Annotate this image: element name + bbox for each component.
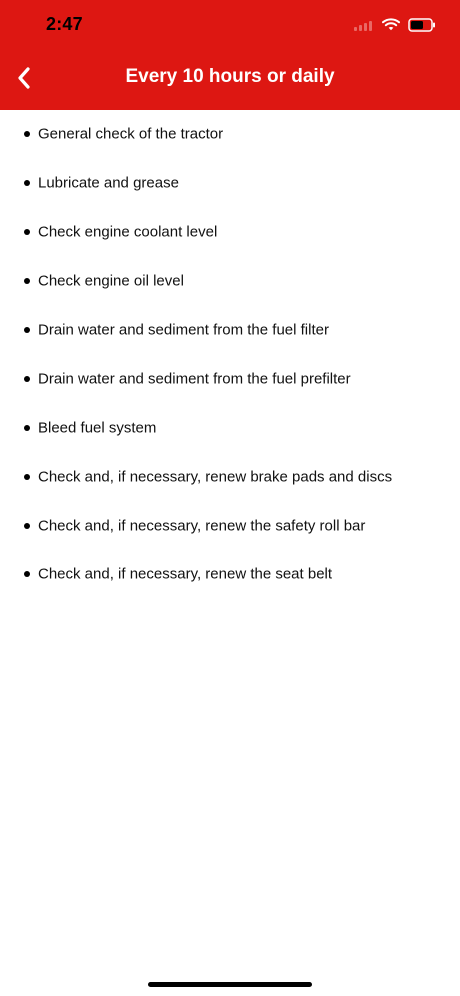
bullet-icon [24, 131, 30, 137]
list-item-text: Drain water and sediment from the fuel prefilter [38, 370, 351, 388]
list-item-text: General check of the tractor [38, 125, 224, 143]
bullet-icon [24, 229, 30, 235]
bullet-icon [24, 474, 30, 480]
bullet-icon [24, 180, 30, 186]
list-item [0, 501, 460, 550]
list-item-text: Check engine oil level [38, 272, 184, 290]
list-item-text: Drain water and sediment from the fuel filter [38, 321, 329, 339]
home-indicator[interactable] [148, 982, 312, 987]
list-item [0, 403, 460, 452]
list-item-text: Bleed fuel system [38, 419, 157, 437]
list-item [0, 159, 460, 208]
list-item [0, 257, 460, 306]
list-item [0, 110, 460, 159]
battery-icon [408, 18, 436, 32]
bullet-icon [24, 523, 30, 529]
list-item [0, 354, 460, 403]
list-item [0, 208, 460, 257]
list-item-text: Check and, if necessary, renew the safety roll bar [38, 517, 366, 535]
list-item [0, 550, 460, 599]
bullet-icon [24, 425, 30, 431]
list-item-text: Check and, if necessary, renew the seat belt [38, 565, 333, 583]
maintenance-list [0, 110, 460, 599]
header [0, 0, 460, 110]
bullet-icon [24, 376, 30, 382]
maintenance-list-container [0, 110, 460, 599]
list-item [0, 452, 460, 501]
list-item-text: Lubricate and grease [38, 174, 179, 192]
bullet-icon [24, 327, 30, 333]
page-title: Every 10 hours or daily [125, 66, 335, 87]
list-item-text: Check and, if necessary, renew brake pads and discs [38, 468, 393, 486]
wifi-icon [382, 18, 400, 32]
bullet-icon [24, 571, 30, 577]
status-time: 2:47 [46, 14, 83, 34]
list-item-text: Check engine coolant level [38, 223, 218, 241]
list-item [0, 306, 460, 355]
status-icons [354, 16, 436, 34]
signal-icon [354, 19, 374, 31]
bullet-icon [24, 278, 30, 284]
